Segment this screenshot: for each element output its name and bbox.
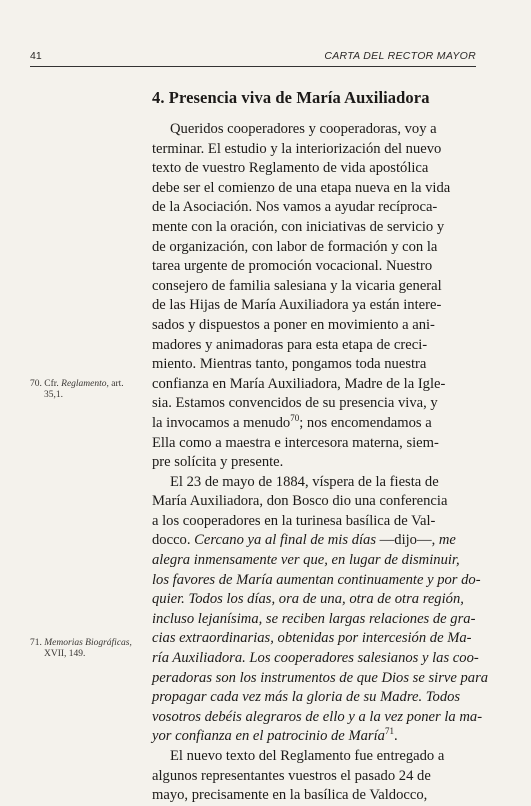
text-line: texto de vuestro Reglamento de vida apostólica: [152, 160, 429, 177]
page-number: 41: [30, 50, 42, 62]
text-line: mayo, precisamente en la basílica de Valdocco,: [152, 787, 428, 804]
quote-line: quier. Todos los días, ora de una, otra de otra región,: [152, 591, 464, 608]
quote-line-with-reference: [152, 727, 477, 747]
quote-segment: yor confianza en el patrocinio de María: [152, 728, 385, 745]
quote-line: propagar cada vez más la gloria de su Madre. Todos: [152, 689, 461, 706]
quote-line: alegra inmensamente ver que, en lugar de disminuir,: [152, 552, 460, 569]
text-line: pre solícita y presente.: [152, 454, 284, 471]
text-line: de la Asociación. Nos vamos a ayudar recíproca-: [152, 199, 438, 216]
quote-line: peradoras son los instrumentos de que Dios se sirve para: [152, 669, 489, 686]
text-segment: ; nos encomendamos a: [299, 414, 432, 431]
text-line: terminar. El estudio y la interiorización del nuevo: [152, 140, 442, 157]
quote-segment: me: [438, 532, 456, 549]
text-line: madores y animadoras para esta etapa de creci-: [152, 336, 428, 353]
text-line: confianza en María Auxiliadora, Madre de la Igle-: [152, 375, 446, 392]
footnote-70: [30, 379, 145, 401]
quote-line: cias extraordinarias, obtenidas por intercesión de Ma-: [152, 630, 472, 647]
footnote-text: XVII, 149.: [44, 649, 86, 659]
text-line: sados y dispuestos a poner en movimiento a ani-: [152, 316, 435, 333]
footnote-text: 35,1.: [44, 390, 63, 400]
text-line: María Auxiliadora, don Bosco dio una conferencia: [152, 493, 448, 510]
text-line: Ella como a maestra e intercesora materna, siem-: [152, 434, 439, 451]
text-line: mente con la oración, con iniciativas de servicio y: [152, 218, 445, 235]
footnote-title: Memorias Biográficas,: [44, 638, 132, 648]
quote-line: incluso lejanísima, se reciben largas relaciones de gra-: [152, 610, 476, 627]
text-line: tarea urgente de promoción vocacional. Nuestro: [152, 258, 433, 275]
quote-line: ría Auxiliadora. Los cooperadores salesianos y las coo-: [152, 650, 479, 667]
quote-segment: Cercano ya al final de mis días: [194, 532, 377, 549]
text-line: debe ser el comienzo de una etapa nueva en la vida: [152, 179, 451, 196]
text-line: sia. Estamos convencidos de su presencia viva, y: [152, 395, 438, 412]
body-text: [152, 120, 489, 806]
text-segment: —dijo—,: [376, 532, 439, 549]
text-segment: .: [393, 728, 398, 745]
footnote-title: Reglamento,: [61, 379, 109, 389]
footnote-text: Cfr.: [44, 379, 59, 389]
section-heading: 4. Presencia viva de María Auxiliadora: [152, 88, 430, 107]
footnote-reference-71[interactable]: 71: [384, 726, 394, 737]
text-segment: la invocamos a menudo: [152, 414, 291, 431]
text-line: Queridos cooperadores y cooperadoras, voy a: [170, 121, 437, 137]
text-line: a los cooperadores en la turinesa basílica de Val-: [152, 512, 436, 529]
text-line: algunos representantes vuestros el pasado 24 de: [152, 767, 431, 784]
quote-line: los favores de María aumentan continuamente y por do-: [152, 571, 481, 588]
footnote-text: art.: [111, 379, 124, 389]
text-line-with-reference: [152, 414, 477, 434]
header-rule: [30, 66, 476, 67]
running-title: CARTA DEL RECTOR MAYOR: [324, 50, 476, 62]
text-line: miento. Mientras tanto, pongamos toda nuestra: [152, 356, 427, 373]
text-line: de organización, con labor de formación y con la: [152, 238, 438, 255]
text-line: de las Hijas de María Auxiliadora ya están intere-: [152, 297, 442, 314]
footnote-71: [30, 638, 145, 660]
quote-line: vosotros debéis alegraros de ello y a la vez poner la ma-: [152, 708, 483, 725]
text-line: El 23 de mayo de 1884, víspera de la fiesta de: [170, 473, 439, 490]
footnote-reference-70[interactable]: 70: [290, 412, 300, 423]
footnote-number: 70.: [30, 379, 42, 389]
text-line: consejero de familia salesiana y la vicaria general: [152, 277, 442, 294]
footnote-number: 71.: [30, 638, 42, 648]
text-segment: docco.: [152, 532, 195, 549]
running-header: [30, 50, 476, 64]
text-line: El nuevo texto del Reglamento fue entregado a: [170, 748, 445, 764]
text-line-mixed: [152, 531, 477, 551]
